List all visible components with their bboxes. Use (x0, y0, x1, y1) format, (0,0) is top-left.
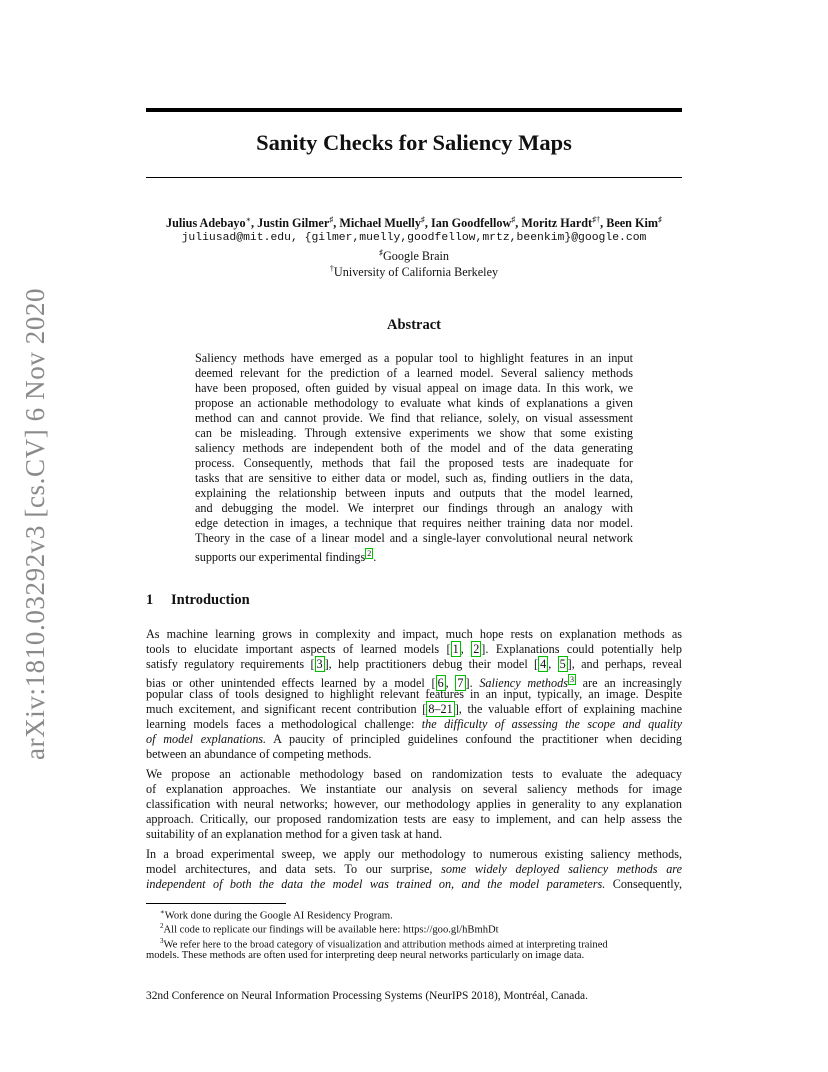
italic-text: Saliency methods (479, 676, 568, 691)
text: ]. (465, 676, 480, 691)
body-line (146, 702, 682, 717)
footnote-mark: ∗ (160, 908, 165, 916)
affiliation-google (146, 248, 682, 264)
title-top-rule (146, 108, 682, 112)
footnote-link[interactable]: 2 (367, 549, 372, 558)
text: satisfy regulatory requirements [ (146, 657, 315, 671)
author-emails: juliusad@mit.edu, {gilmer,muelly,goodfellow,mrtz,beenkim}@google.com (181, 232, 647, 244)
affiliation-mark: † (329, 264, 334, 273)
body-line: classification with neural networks; however, our methodology applies in generality to any explanation (146, 797, 682, 811)
author-name: Moritz Hardt (521, 216, 593, 231)
abstract-line: can be misleading. Through extensive experiments we show that some existing (195, 426, 633, 440)
abstract-line: Saliency methods have emerged as a popular tool to highlight features in an input (195, 351, 633, 365)
abstract-line: edge detection in images, a technique that requires neither training data nor model. (195, 516, 633, 530)
citation-link[interactable]: 6 (437, 676, 444, 691)
text: tools to elucidate important aspects of learned models [ (146, 642, 451, 656)
footnote-text: All code to replicate our findings will be available here: https://goo.gl/hBmhDt (163, 924, 499, 936)
text: , (460, 642, 472, 656)
body-line: As machine learning grows in complexity and impact, much hope rests on explanation methods as (146, 627, 682, 641)
abstract-line: process. Consequently, methods that fail the proposed tests are inadequate for (195, 456, 633, 470)
footnote-rule (146, 903, 286, 904)
author-name: Justin Gilmer (257, 216, 330, 231)
body-line: In a broad experimental sweep, we apply our methodology to numerous existing saliency methods, (146, 847, 682, 861)
section-number: 1 (146, 592, 154, 608)
abstract-line: explaining the relationship between inputs and outputs that the model learned, (195, 486, 633, 500)
body-line: approach. Critically, our proposed randomization tests are easy to implement, and can help assess the (146, 812, 682, 826)
section-heading-introduction (146, 592, 250, 609)
abstract-line: have been proposed, often guided by visual appeal on image data. In this work, we (195, 381, 633, 395)
abstract-heading: Abstract (387, 317, 441, 333)
text: Consequently, (605, 877, 682, 891)
text: , (548, 657, 558, 671)
abstract-line (195, 546, 633, 565)
author-list: Julius Adebayo∗, Justin Gilmer♯, Michael Muelly♯, Ian Goodfellow♯, Moritz Hardt♯†, Been Kim♯ (166, 215, 662, 231)
footnote-link[interactable]: 3 (569, 675, 574, 684)
footnote-mark: 3 (160, 937, 164, 945)
text: A paucity of principled guidelines confound the practitioner when deciding (266, 732, 682, 746)
affiliation-name: University of California Berkeley (333, 265, 499, 280)
body-line: of explanation approaches. We instantiate our analysis on several saliency methods for image (146, 782, 682, 796)
citation-link[interactable]: 5 (559, 657, 566, 671)
footnote-text: We refer here to the broad category of visualization and attribution methods aimed at interpreting trained (163, 939, 608, 951)
body-line (146, 877, 682, 892)
abstract-line: method can and cannot provide. We find that reliance, solely, on visual assessment (195, 411, 633, 425)
footnote-mark: 2 (160, 922, 164, 930)
author-mark: ∗ (245, 215, 252, 224)
abstract-last-text: supports our experimental findings (195, 550, 366, 565)
italic-text: independent of both the data the model was trained on, and the model parameters. (146, 877, 606, 891)
abstract-line: saliency methods are independent both of the model and of the data generating (195, 441, 633, 455)
abstract-last-end: . (373, 550, 377, 565)
body-line: popular class of tools designed to highlight relevant features in an input, typically, an image. Despite (146, 687, 682, 701)
italic-text: of model explanations. (146, 732, 267, 746)
footnote-text: Work done during the Google AI Residency Program. (164, 910, 393, 922)
body-line: We propose an actionable methodology based on randomization tests to evaluate the adequacy (146, 767, 682, 781)
abstract-line: and debugging the model. We interpret our findings through an analogy with (195, 501, 633, 515)
text: are an increasingly (575, 676, 682, 691)
section-title: Introduction (171, 592, 250, 608)
author-name: Been Kim (606, 216, 658, 231)
text: ], and perhaps, reveal (567, 657, 682, 671)
title-bottom-rule (146, 177, 682, 178)
abstract-line: propose an actionable methodology to evaluate what kinds of explanations a given (195, 396, 633, 410)
author-mark: ♯ (511, 215, 516, 224)
footnote-continuation: models. These methods are often used for interpreting deep neural networks particularly on image data. (146, 950, 585, 961)
conference-note: 32nd Conference on Neural Information Processing Systems (NeurIPS 2018), Montréal, Canada. (146, 990, 588, 1002)
italic-text: some widely deployed saliency methods are (441, 862, 682, 876)
citation-link[interactable]: 1 (452, 642, 459, 656)
body-line (146, 862, 682, 877)
italic-text: the difficulty of assessing the scope and quality (421, 717, 683, 731)
author-mark: ♯ (420, 215, 425, 224)
text: ]. Explanations could potentially help (481, 642, 682, 656)
body-line: between an abundance of competing methods. (146, 747, 372, 761)
text: ], help practitioners debug their model [ (324, 657, 539, 671)
author-mark: ♯ (329, 215, 334, 224)
body-line (146, 642, 682, 657)
abstract-line: deemed relevant for the prediction of a learned model. Several saliency methods (195, 366, 633, 380)
author-mark: ♯ (657, 215, 662, 224)
body-line (146, 717, 682, 732)
author-mark: ♯† (592, 215, 601, 224)
arxiv-id-stamp: arXiv:1810.03292v3 [cs.CV] 6 Nov 2020 (20, 287, 50, 760)
paper-title: Sanity Checks for Saliency Maps (256, 130, 572, 155)
abstract-line: Theory in the case of a linear model and a single-layer convolutional neural network (195, 531, 633, 545)
body-line (146, 657, 682, 672)
affiliation-name: Google Brain (382, 249, 449, 264)
text: ], the valuable effort of explaining machine (454, 702, 682, 716)
citation-link[interactable]: 2 (473, 642, 480, 656)
author-name: Michael Muelly (339, 216, 421, 231)
citation-link[interactable]: 3 (316, 657, 323, 671)
text: , (445, 676, 456, 691)
text: bias or other unintended effects learned by a model [ (146, 676, 436, 691)
text: model architectures, and data sets. To our surprise, (146, 862, 442, 876)
citation-link[interactable]: 4 (540, 657, 547, 671)
author-name: Ian Goodfellow (431, 216, 512, 231)
citation-link[interactable]: 7 (457, 676, 464, 691)
body-line: suitability of an explanation method for a given task at hand. (146, 827, 443, 841)
abstract-line: tasks that are sensitive to either data or model, such as, finding outliers in the data, (195, 471, 633, 485)
affiliation-berkeley (146, 264, 682, 280)
text: much excitement, and significant recent contribution [ (146, 702, 427, 716)
affiliation-mark: ♯ (378, 248, 383, 257)
body-line (146, 732, 682, 747)
citation-link[interactable]: 8–21 (428, 702, 453, 716)
text: learning models faces a methodological challenge: (146, 717, 422, 731)
author-name: Julius Adebayo (166, 216, 246, 231)
